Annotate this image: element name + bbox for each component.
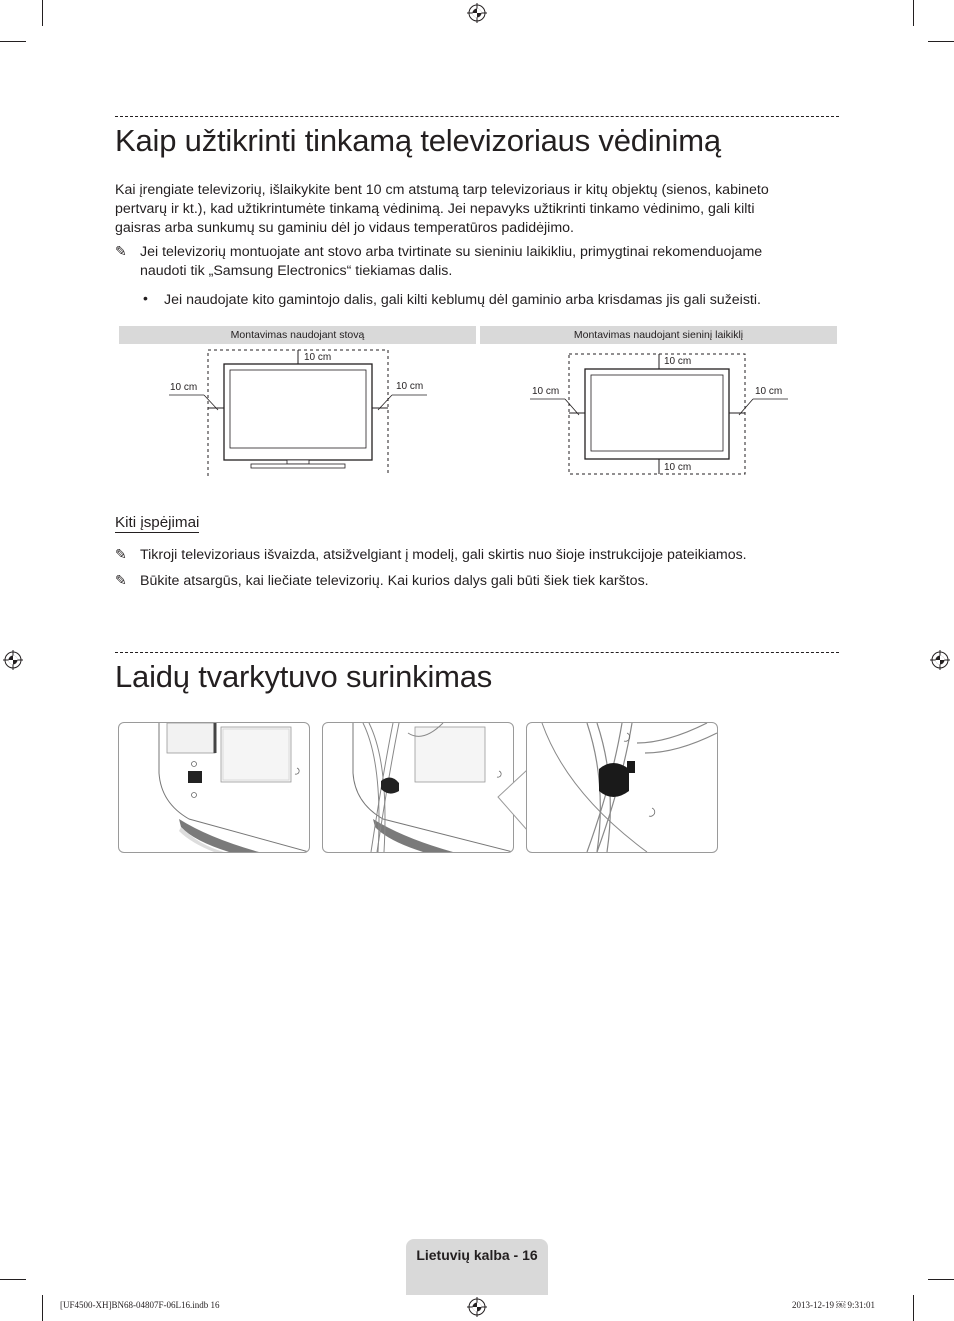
intro-line: Kai įrengiate televizorių, išlaikykite bent 10 cm atstumą tarp televizoriaus ir kitų objektų (sienos, kabineto — [115, 182, 769, 198]
crop-mark — [42, 1295, 43, 1321]
pencil-note-icon: ✎ — [115, 572, 127, 588]
tv-stand-clearance-diagram — [119, 344, 476, 476]
section-title: Kaip užtikrinti tinkamą televizoriaus vėdinimą — [115, 123, 721, 158]
clearance-label-top: 10 cm — [304, 352, 332, 363]
zoom-pointer — [496, 770, 528, 830]
diagram-caption-wall: Montavimas naudojant sieninį laikiklį — [480, 326, 837, 344]
bullet-item: Jei naudojate kito gamintojo dalis, gali kilti keblumų dėl gaminio arba krisdamas jis gali sužeisti. — [164, 292, 761, 308]
intro-line: pertvarų ir kt.), kad užtikrintumėte tinkamą vėdinimą. Jei nepavyks užtikrinti tinkamo vėdinimo, gali kilti — [115, 201, 755, 217]
clearance-label-right: 10 cm — [396, 381, 424, 392]
registration-mark-icon — [3, 650, 23, 670]
cable-holder-step-2 — [322, 722, 514, 853]
tv-wall-mount-clearance-diagram — [480, 344, 837, 476]
pencil-note-icon: ✎ — [115, 546, 127, 562]
section-divider — [115, 652, 839, 653]
warnings-heading: Kiti įspėjimai — [115, 514, 200, 531]
clearance-label-top: 10 cm — [664, 356, 692, 367]
registration-mark-icon — [930, 650, 950, 670]
intro-line: gaisras arba sunkumų su gaminiu dėl jo vidaus temperatūros padidėjimo. — [115, 220, 574, 236]
section-title: Laidų tvarkytuvo surinkimas — [115, 659, 493, 694]
clearance-label-bottom: 10 cm — [664, 462, 692, 473]
note-paragraph — [140, 243, 762, 281]
registration-mark-icon — [467, 1297, 487, 1317]
cable-clip-closeup-illustration — [527, 723, 717, 852]
cable-holder-step-3 — [526, 722, 718, 853]
note-line: naudoti tik „Samsung Electronics“ tiekiamas dalis. — [140, 263, 453, 279]
diagram-caption-stand: Montavimas naudojant stovą — [119, 326, 476, 344]
clearance-label-right: 10 cm — [755, 386, 783, 397]
page-number-label: Lietuvių kalba - 16 — [416, 1247, 538, 1263]
cable-holder-step-1 — [118, 722, 310, 853]
crop-mark — [42, 0, 43, 26]
warning-item: Būkite atsargūs, kai liečiate televizorių. Kai kurios dalys gali būti šiek tiek karštos. — [140, 573, 649, 589]
print-file-info: [UF4500-XH]BN68-04807F-06L16.indb 16 — [60, 1300, 220, 1310]
intro-paragraph — [115, 181, 769, 238]
note-line: Jei televizorių montuojate ant stovo arba tvirtinate su sieniniu laikikliu, primygtinai rekomenduojame — [140, 244, 763, 260]
tv-cables-illustration — [323, 723, 513, 852]
crop-mark — [928, 41, 954, 42]
crop-mark — [0, 41, 26, 42]
bullet-dot: • — [143, 290, 148, 306]
pencil-note-icon: ✎ — [115, 243, 127, 259]
crop-mark — [0, 1279, 26, 1280]
crop-mark — [913, 0, 914, 26]
tv-back-illustration — [119, 723, 309, 852]
clearance-label-left: 10 cm — [532, 386, 560, 397]
warning-item: Tikroji televizoriaus išvaizda, atsižvelgiant į modelį, gali skirtis nuo šioje instrukcijoje pateikiamos. — [140, 547, 747, 563]
print-date-info: 2013-12-19 ￼ 9:31:01 — [792, 1300, 875, 1310]
section-divider — [115, 116, 839, 117]
crop-mark — [913, 1295, 914, 1321]
crop-mark — [928, 1279, 954, 1280]
registration-mark-icon — [467, 3, 487, 23]
clearance-label-left: 10 cm — [170, 382, 198, 393]
